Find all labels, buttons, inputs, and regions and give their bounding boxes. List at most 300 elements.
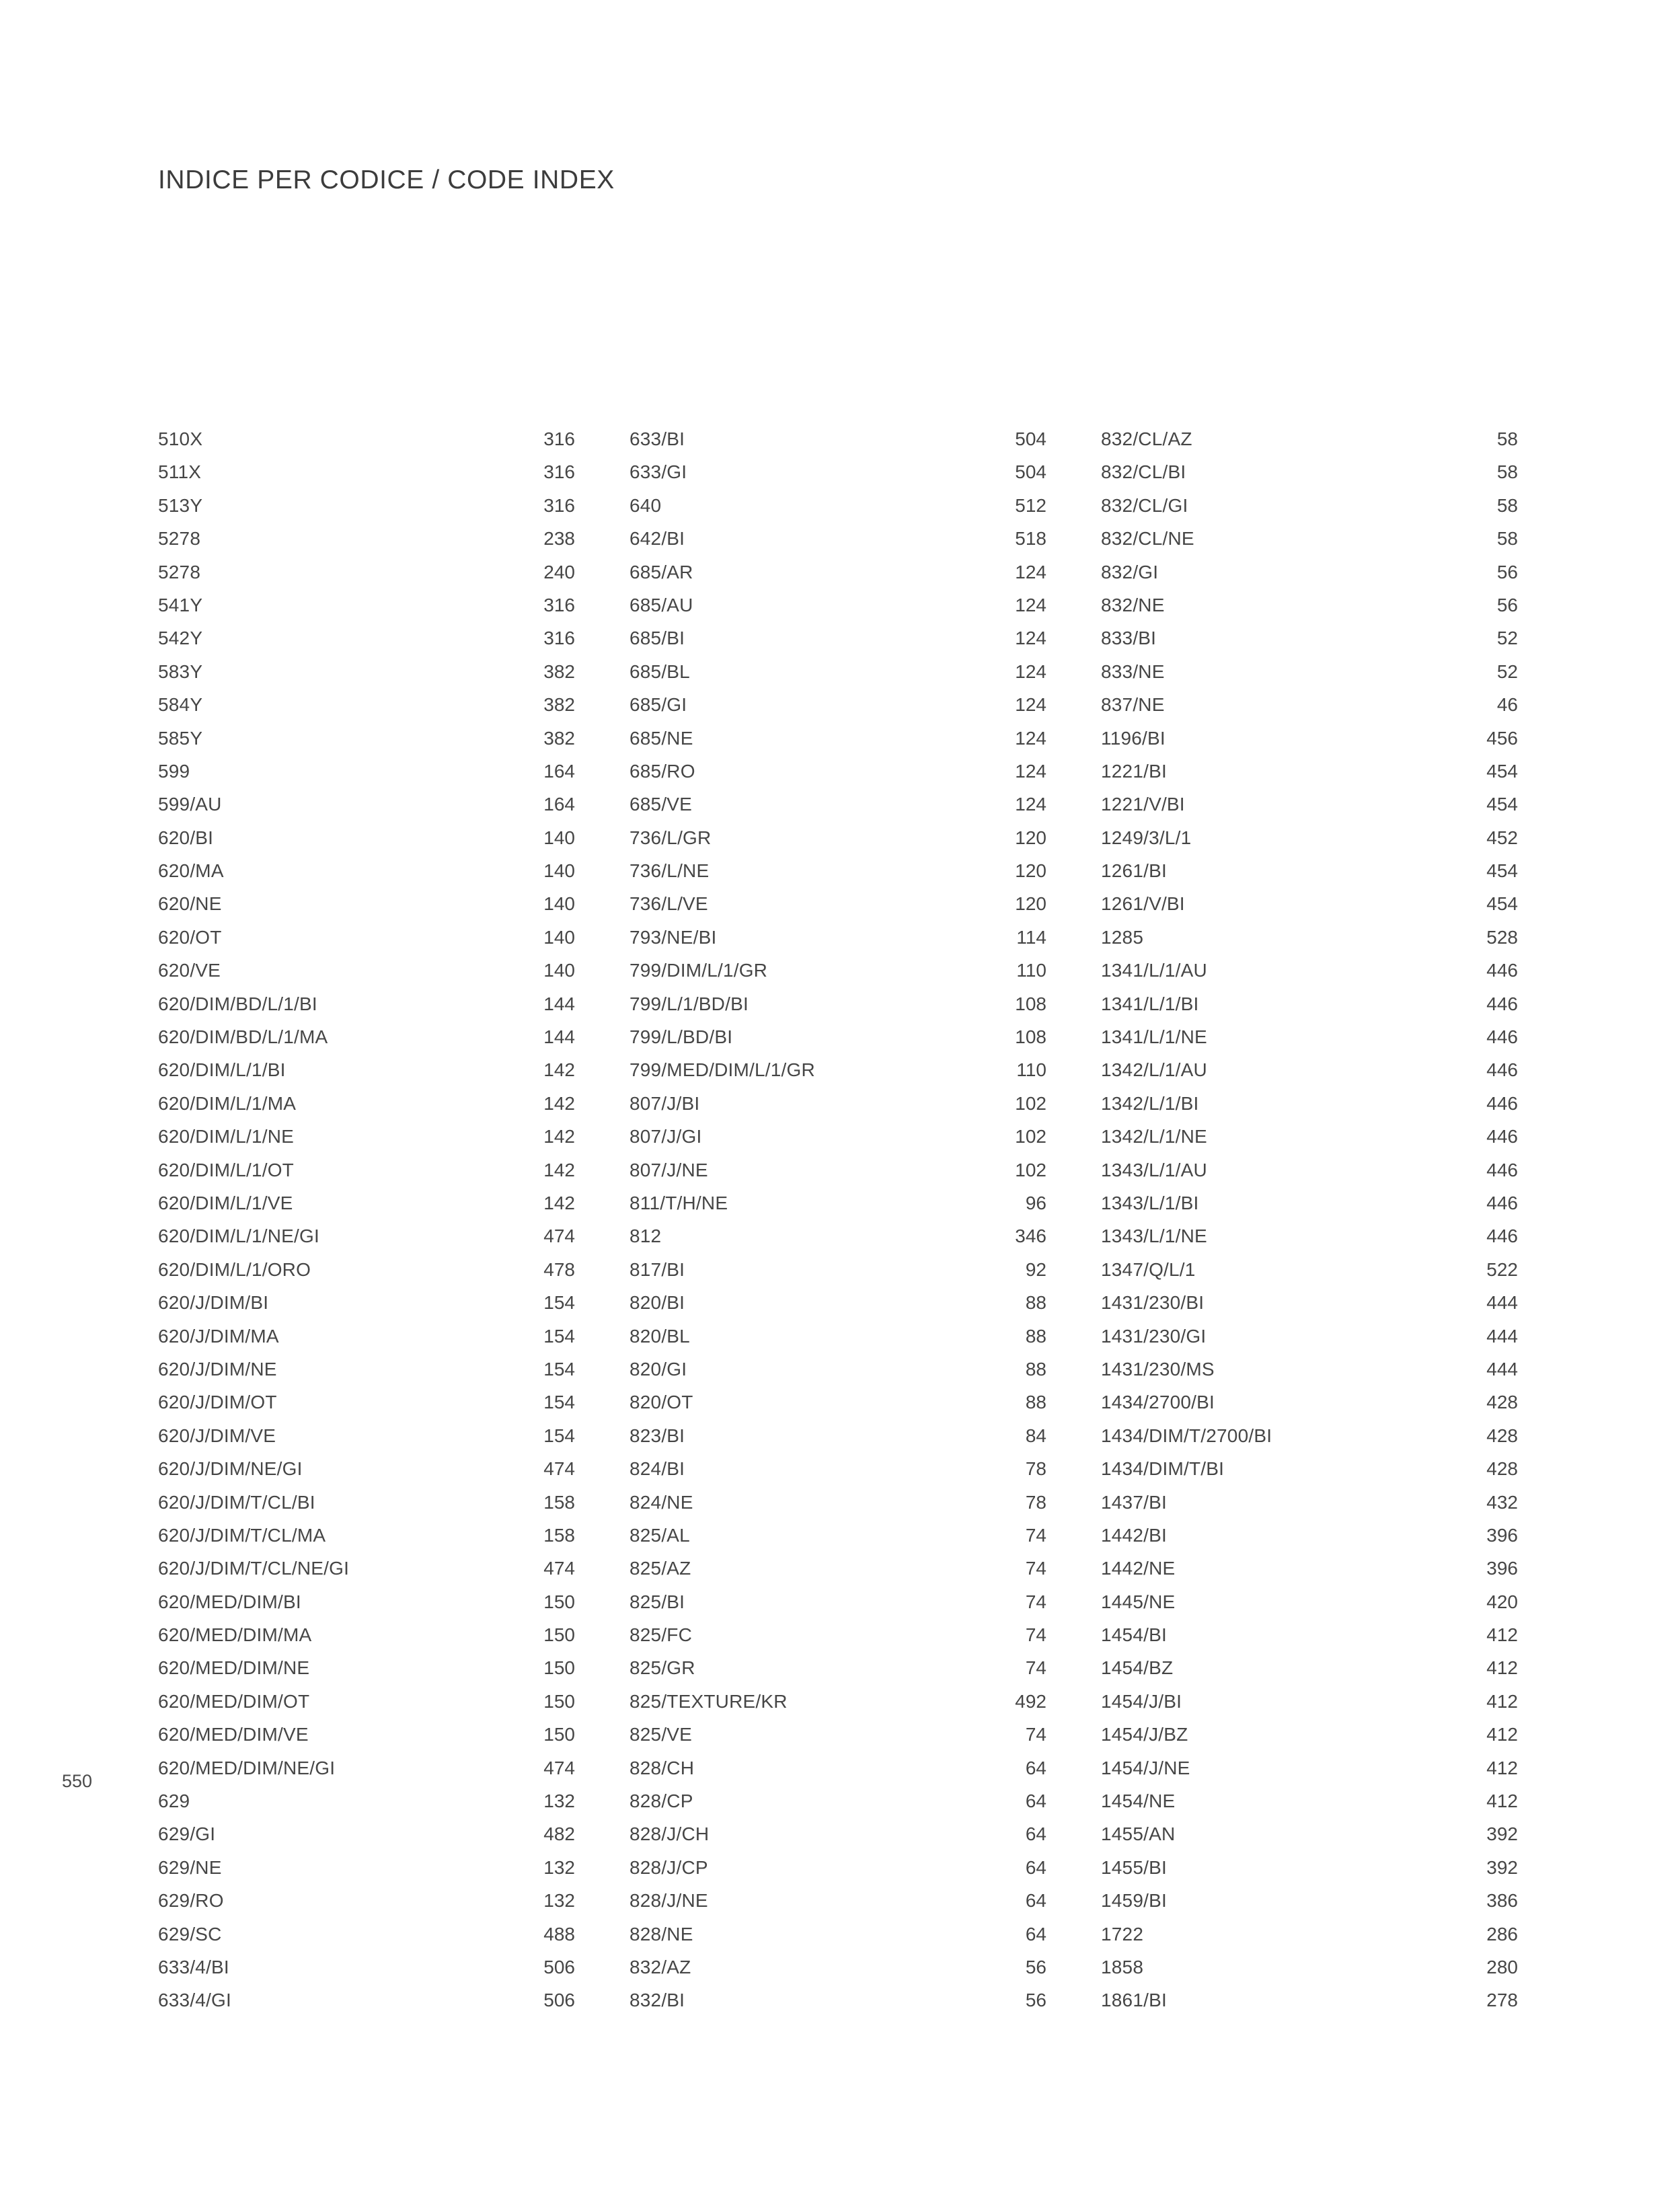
index-row xyxy=(1101,821,1518,854)
product-code: 1722 xyxy=(1101,1923,1144,1945)
index-row xyxy=(158,1286,575,1319)
page-reference: 110 xyxy=(1016,960,1046,981)
page-reference: 140 xyxy=(543,960,575,981)
product-code: 620/MED/DIM/NE xyxy=(158,1657,310,1679)
index-row xyxy=(629,854,1046,887)
index-row xyxy=(158,1618,575,1651)
page-reference: 64 xyxy=(1025,1890,1046,1912)
page-reference: 64 xyxy=(1025,1757,1046,1778)
index-row xyxy=(629,1751,1046,1784)
index-row xyxy=(1101,1585,1518,1618)
product-code: 599 xyxy=(158,760,190,782)
page-reference: 52 xyxy=(1496,661,1518,682)
page-reference: 396 xyxy=(1486,1524,1518,1546)
index-row xyxy=(158,788,575,821)
product-code: 1434/DIM/T/BI xyxy=(1101,1458,1225,1480)
index-row xyxy=(1101,1817,1518,1850)
index-row xyxy=(158,854,575,887)
product-code: 1342/L/1/NE xyxy=(1101,1126,1207,1147)
product-code: 685/BI xyxy=(629,628,685,649)
page-reference: 154 xyxy=(543,1425,575,1446)
product-code: 1249/3/L/1 xyxy=(1101,827,1192,848)
product-code: 620/DIM/L/1/BI xyxy=(158,1059,286,1081)
page-reference: 428 xyxy=(1486,1392,1518,1413)
page-reference: 114 xyxy=(1016,926,1046,948)
page-reference: 142 xyxy=(543,1192,575,1213)
page-reference: 58 xyxy=(1496,528,1518,550)
product-code: 1455/BI xyxy=(1101,1856,1167,1878)
index-row xyxy=(1101,1353,1518,1386)
page-reference: 444 xyxy=(1486,1325,1518,1347)
index-row xyxy=(158,722,575,755)
product-code: 620/VE xyxy=(158,960,221,981)
index-row xyxy=(1101,1918,1518,1951)
product-code: 832/CL/BI xyxy=(1101,461,1186,483)
product-code: 793/NE/BI xyxy=(629,926,717,948)
page-reference: 88 xyxy=(1025,1358,1046,1380)
product-code: 736/L/VE xyxy=(629,893,708,915)
page-reference: 412 xyxy=(1486,1724,1518,1745)
page-reference: 142 xyxy=(543,1126,575,1147)
product-code: 599/AU xyxy=(158,794,222,815)
page-reference: 454 xyxy=(1486,760,1518,782)
product-code: 825/AL xyxy=(629,1524,690,1546)
product-code: 583Y xyxy=(158,661,203,682)
index-row xyxy=(158,755,575,788)
index-row xyxy=(1101,589,1518,621)
index-row xyxy=(1101,1552,1518,1585)
index-row xyxy=(158,1087,575,1120)
index-row xyxy=(629,1253,1046,1286)
product-code: 633/BI xyxy=(629,428,685,449)
product-code: 832/CL/GI xyxy=(1101,494,1188,516)
index-row xyxy=(629,621,1046,654)
product-code: 833/NE xyxy=(1101,661,1165,682)
index-row xyxy=(629,1685,1046,1718)
product-code: 828/CP xyxy=(629,1790,693,1812)
product-code: 629/NE xyxy=(158,1856,222,1878)
product-code: 799/MED/DIM/L/1/GR xyxy=(629,1059,815,1081)
page-reference: 124 xyxy=(1015,628,1046,649)
index-row xyxy=(1101,655,1518,688)
product-code: 807/J/NE xyxy=(629,1159,708,1180)
page-reference: 488 xyxy=(543,1923,575,1945)
page-reference: 150 xyxy=(543,1690,575,1712)
index-row xyxy=(629,489,1046,522)
page-reference: 446 xyxy=(1486,1092,1518,1114)
page-reference: 482 xyxy=(543,1823,575,1845)
product-code: 824/BI xyxy=(629,1458,685,1480)
product-code: 620/J/DIM/T/CL/MA xyxy=(158,1524,326,1546)
index-row xyxy=(158,987,575,1020)
page-reference: 124 xyxy=(1015,594,1046,615)
index-row xyxy=(1101,954,1518,987)
product-code: 620/J/DIM/VE xyxy=(158,1425,276,1446)
index-row xyxy=(158,1519,575,1552)
index-row xyxy=(158,1718,575,1751)
product-code: 620/DIM/L/1/MA xyxy=(158,1092,297,1114)
page-reference: 446 xyxy=(1486,1059,1518,1081)
page-reference: 140 xyxy=(543,926,575,948)
page-reference: 412 xyxy=(1486,1657,1518,1679)
page-reference: 446 xyxy=(1486,1126,1518,1147)
page-reference: 316 xyxy=(543,494,575,516)
page-reference: 446 xyxy=(1486,960,1518,981)
page-reference: 154 xyxy=(543,1292,575,1314)
product-code: 511X xyxy=(158,461,202,483)
index-row xyxy=(158,1219,575,1252)
page-reference: 124 xyxy=(1015,561,1046,582)
page-title: INDICE PER CODICE / CODE INDEX xyxy=(158,165,615,194)
product-code: 825/GR xyxy=(629,1657,695,1679)
index-row xyxy=(629,1186,1046,1219)
product-code: 828/CH xyxy=(629,1757,695,1778)
page-reference: 74 xyxy=(1025,1558,1046,1579)
product-code: 832/GI xyxy=(1101,561,1159,582)
index-row xyxy=(629,422,1046,455)
product-code: 685/VE xyxy=(629,794,693,815)
page-reference: 446 xyxy=(1486,1026,1518,1048)
product-code: 585Y xyxy=(158,727,203,749)
index-row xyxy=(629,1884,1046,1917)
page-reference: 154 xyxy=(543,1325,575,1347)
page-reference: 56 xyxy=(1496,561,1518,582)
index-row xyxy=(158,422,575,455)
product-code: 820/BI xyxy=(629,1292,685,1314)
index-row xyxy=(1101,1154,1518,1186)
product-code: 620/DIM/L/1/NE xyxy=(158,1126,294,1147)
index-row xyxy=(158,1452,575,1485)
page-reference: 396 xyxy=(1486,1558,1518,1579)
product-code: 825/BI xyxy=(629,1591,685,1612)
product-code: 825/AZ xyxy=(629,1558,691,1579)
page-reference: 412 xyxy=(1486,1690,1518,1712)
index-row xyxy=(629,1918,1046,1951)
index-row xyxy=(1101,1120,1518,1153)
page-reference: 102 xyxy=(1015,1092,1046,1114)
page-reference: 522 xyxy=(1486,1258,1518,1280)
index-row xyxy=(629,1419,1046,1452)
page-reference: 74 xyxy=(1025,1624,1046,1646)
index-row xyxy=(1101,1253,1518,1286)
index-row xyxy=(1101,1053,1518,1086)
product-code: 620/MED/DIM/MA xyxy=(158,1624,312,1646)
page-reference: 120 xyxy=(1015,860,1046,882)
index-row xyxy=(1101,1419,1518,1452)
page-reference: 102 xyxy=(1015,1126,1046,1147)
product-code: 620/MED/DIM/OT xyxy=(158,1690,310,1712)
page-reference: 74 xyxy=(1025,1591,1046,1612)
index-row xyxy=(158,1851,575,1884)
index-row xyxy=(158,688,575,721)
product-code: 1341/L/1/AU xyxy=(1101,960,1207,981)
code-index-table xyxy=(158,422,1518,2017)
product-code: 542Y xyxy=(158,628,203,649)
page-reference: 346 xyxy=(1015,1225,1046,1247)
page-reference: 64 xyxy=(1025,1923,1046,1945)
index-row xyxy=(158,1020,575,1053)
product-code: 685/GI xyxy=(629,694,687,716)
index-row xyxy=(629,1851,1046,1884)
product-code: 832/CL/NE xyxy=(1101,528,1194,550)
product-code: 1343/L/1/AU xyxy=(1101,1159,1207,1180)
product-code: 620/DIM/L/1/NE/GI xyxy=(158,1225,319,1247)
page-reference: 158 xyxy=(543,1524,575,1546)
product-code: 541Y xyxy=(158,594,203,615)
page-reference: 238 xyxy=(543,528,575,550)
index-row xyxy=(629,1585,1046,1618)
page-reference: 474 xyxy=(543,1458,575,1480)
page-reference: 474 xyxy=(543,1558,575,1579)
page-reference: 88 xyxy=(1025,1392,1046,1413)
index-row xyxy=(158,1685,575,1718)
index-row xyxy=(1101,921,1518,954)
product-code: 832/BI xyxy=(629,1990,685,2011)
page-reference: 478 xyxy=(543,1258,575,1280)
product-code: 837/NE xyxy=(1101,694,1165,716)
page-reference: 132 xyxy=(543,1856,575,1878)
index-row xyxy=(158,1884,575,1917)
index-row xyxy=(1101,621,1518,654)
index-row xyxy=(629,1651,1046,1684)
page-reference: 142 xyxy=(543,1092,575,1114)
page-reference: 474 xyxy=(543,1225,575,1247)
product-code: 820/GI xyxy=(629,1358,687,1380)
index-row xyxy=(629,722,1046,755)
product-code: 1454/BI xyxy=(1101,1624,1167,1646)
index-row xyxy=(629,1053,1046,1086)
index-row xyxy=(629,987,1046,1020)
product-code: 620/DIM/BD/L/1/BI xyxy=(158,993,317,1014)
index-row xyxy=(629,1320,1046,1353)
index-row xyxy=(1101,755,1518,788)
product-code: 1434/2700/BI xyxy=(1101,1392,1215,1413)
index-row xyxy=(158,1154,575,1186)
product-code: 685/NE xyxy=(629,727,693,749)
index-row xyxy=(629,522,1046,555)
product-code: 1459/BI xyxy=(1101,1890,1167,1912)
index-row xyxy=(158,1951,575,1984)
index-row xyxy=(158,1253,575,1286)
product-code: 620/OT xyxy=(158,926,222,948)
product-code: 1285 xyxy=(1101,926,1144,948)
index-row xyxy=(629,688,1046,721)
product-code: 832/AZ xyxy=(629,1956,691,1977)
page-reference: 164 xyxy=(543,760,575,782)
index-row xyxy=(629,1718,1046,1751)
product-code: 812 xyxy=(629,1225,662,1247)
index-row xyxy=(158,621,575,654)
index-row xyxy=(629,589,1046,621)
page-reference: 452 xyxy=(1486,827,1518,848)
page-reference: 124 xyxy=(1015,694,1046,716)
page-reference: 110 xyxy=(1016,1059,1046,1081)
product-code: 807/J/BI xyxy=(629,1092,700,1114)
index-row xyxy=(629,1286,1046,1319)
page-reference: 504 xyxy=(1015,428,1046,449)
product-code: 1454/J/NE xyxy=(1101,1757,1190,1778)
page-reference: 124 xyxy=(1015,760,1046,782)
index-row xyxy=(1101,1286,1518,1319)
index-row xyxy=(158,1486,575,1519)
index-row xyxy=(158,556,575,589)
page-reference: 454 xyxy=(1486,860,1518,882)
product-code: 620/MED/DIM/NE/GI xyxy=(158,1757,336,1778)
product-code: 1454/J/BI xyxy=(1101,1690,1182,1712)
product-code: 1431/230/MS xyxy=(1101,1358,1215,1380)
index-row xyxy=(629,821,1046,854)
product-code: 1455/AN xyxy=(1101,1823,1176,1845)
product-code: 1221/BI xyxy=(1101,760,1167,782)
product-code: 620/J/DIM/T/CL/NE/GI xyxy=(158,1558,350,1579)
index-row xyxy=(1101,422,1518,455)
index-row xyxy=(1101,522,1518,555)
index-row xyxy=(629,1984,1046,2016)
index-row xyxy=(629,1784,1046,1817)
page-reference: 124 xyxy=(1015,661,1046,682)
index-row xyxy=(629,954,1046,987)
page-reference: 78 xyxy=(1025,1458,1046,1480)
product-code: 820/OT xyxy=(629,1392,693,1413)
index-row xyxy=(629,1519,1046,1552)
page-reference: 56 xyxy=(1025,1956,1046,1977)
index-row xyxy=(1101,1618,1518,1651)
index-row xyxy=(629,788,1046,821)
page-reference: 132 xyxy=(543,1790,575,1812)
page-reference: 446 xyxy=(1486,1225,1518,1247)
page-reference: 446 xyxy=(1486,1192,1518,1213)
index-row xyxy=(158,1353,575,1386)
product-code: 510X xyxy=(158,428,203,449)
product-code: 685/AU xyxy=(629,594,693,615)
page-reference: 108 xyxy=(1015,1026,1046,1048)
page-reference: 150 xyxy=(543,1724,575,1745)
product-code: 1342/L/1/BI xyxy=(1101,1092,1199,1114)
product-code: 832/NE xyxy=(1101,594,1165,615)
page-reference: 144 xyxy=(543,993,575,1014)
product-code: 1341/L/1/NE xyxy=(1101,1026,1207,1048)
index-row xyxy=(158,1918,575,1951)
index-row xyxy=(629,455,1046,488)
product-code: 629/GI xyxy=(158,1823,216,1845)
product-code: 811/T/H/NE xyxy=(629,1192,728,1213)
index-row xyxy=(1101,722,1518,755)
page-reference: 64 xyxy=(1025,1790,1046,1812)
index-row xyxy=(1101,1087,1518,1120)
product-code: 1434/DIM/T/2700/BI xyxy=(1101,1425,1272,1446)
page-reference: 56 xyxy=(1025,1990,1046,2011)
page-reference: 240 xyxy=(543,561,575,582)
product-code: 828/J/NE xyxy=(629,1890,708,1912)
page-reference: 506 xyxy=(543,1956,575,1977)
index-column-3 xyxy=(1101,422,1518,2017)
page-reference: 58 xyxy=(1496,461,1518,483)
index-row xyxy=(629,887,1046,920)
index-row xyxy=(158,489,575,522)
index-row xyxy=(1101,854,1518,887)
product-code: 1437/BI xyxy=(1101,1491,1167,1513)
page-reference: 150 xyxy=(543,1591,575,1612)
product-code: 833/BI xyxy=(1101,628,1157,649)
product-code: 620/J/DIM/OT xyxy=(158,1392,277,1413)
index-row xyxy=(1101,1386,1518,1419)
index-row xyxy=(158,1320,575,1353)
product-code: 832/CL/AZ xyxy=(1101,428,1192,449)
index-row xyxy=(158,1751,575,1784)
index-row xyxy=(1101,1851,1518,1884)
index-column-1 xyxy=(158,422,575,2017)
product-code: 1858 xyxy=(1101,1956,1144,1977)
product-code: 1341/L/1/BI xyxy=(1101,993,1199,1014)
product-code: 620/MED/DIM/VE xyxy=(158,1724,309,1745)
page-reference: 504 xyxy=(1015,461,1046,483)
index-row xyxy=(1101,1486,1518,1519)
product-code: 629 xyxy=(158,1790,190,1812)
product-code: 620/DIM/L/1/ORO xyxy=(158,1258,311,1280)
index-row xyxy=(629,1817,1046,1850)
page-reference: 316 xyxy=(543,628,575,649)
page-reference: 444 xyxy=(1486,1292,1518,1314)
product-code: 823/BI xyxy=(629,1425,685,1446)
page-reference: 150 xyxy=(543,1657,575,1679)
index-row xyxy=(158,522,575,555)
product-code: 620/DIM/L/1/VE xyxy=(158,1192,293,1213)
index-row xyxy=(629,921,1046,954)
product-code: 1261/V/BI xyxy=(1101,893,1185,915)
page-reference: 278 xyxy=(1486,1990,1518,2011)
index-row xyxy=(629,1219,1046,1252)
index-row xyxy=(1101,455,1518,488)
product-code: 620/J/DIM/NE/GI xyxy=(158,1458,303,1480)
page-reference: 142 xyxy=(543,1159,575,1180)
index-row xyxy=(629,1452,1046,1485)
index-row xyxy=(1101,1884,1518,1917)
index-row xyxy=(158,589,575,621)
index-row xyxy=(158,1651,575,1684)
index-row xyxy=(1101,1751,1518,1784)
page-reference: 492 xyxy=(1015,1690,1046,1712)
page-reference: 140 xyxy=(543,860,575,882)
index-column-2 xyxy=(629,422,1046,2017)
index-row xyxy=(629,1154,1046,1186)
page-reference: 164 xyxy=(543,794,575,815)
product-code: 1221/V/BI xyxy=(1101,794,1185,815)
page-reference: 108 xyxy=(1015,993,1046,1014)
index-row xyxy=(1101,1020,1518,1053)
product-code: 1445/NE xyxy=(1101,1591,1176,1612)
page-reference: 74 xyxy=(1025,1524,1046,1546)
product-code: 5278 xyxy=(158,528,201,550)
index-row xyxy=(1101,1186,1518,1219)
index-row xyxy=(629,1386,1046,1419)
index-row xyxy=(158,1552,575,1585)
page-reference: 446 xyxy=(1486,993,1518,1014)
index-row xyxy=(1101,688,1518,721)
page-reference: 382 xyxy=(543,694,575,716)
page-reference: 412 xyxy=(1486,1757,1518,1778)
page-reference: 64 xyxy=(1025,1856,1046,1878)
product-code: 633/GI xyxy=(629,461,687,483)
page-reference: 454 xyxy=(1486,794,1518,815)
page-reference: 316 xyxy=(543,428,575,449)
product-code: 828/J/CH xyxy=(629,1823,710,1845)
product-code: 1347/Q/L/1 xyxy=(1101,1258,1196,1280)
index-row xyxy=(158,1120,575,1153)
product-code: 584Y xyxy=(158,694,203,716)
product-code: 828/NE xyxy=(629,1923,693,1945)
product-code: 1454/J/BZ xyxy=(1101,1724,1188,1745)
page-reference: 58 xyxy=(1496,428,1518,449)
